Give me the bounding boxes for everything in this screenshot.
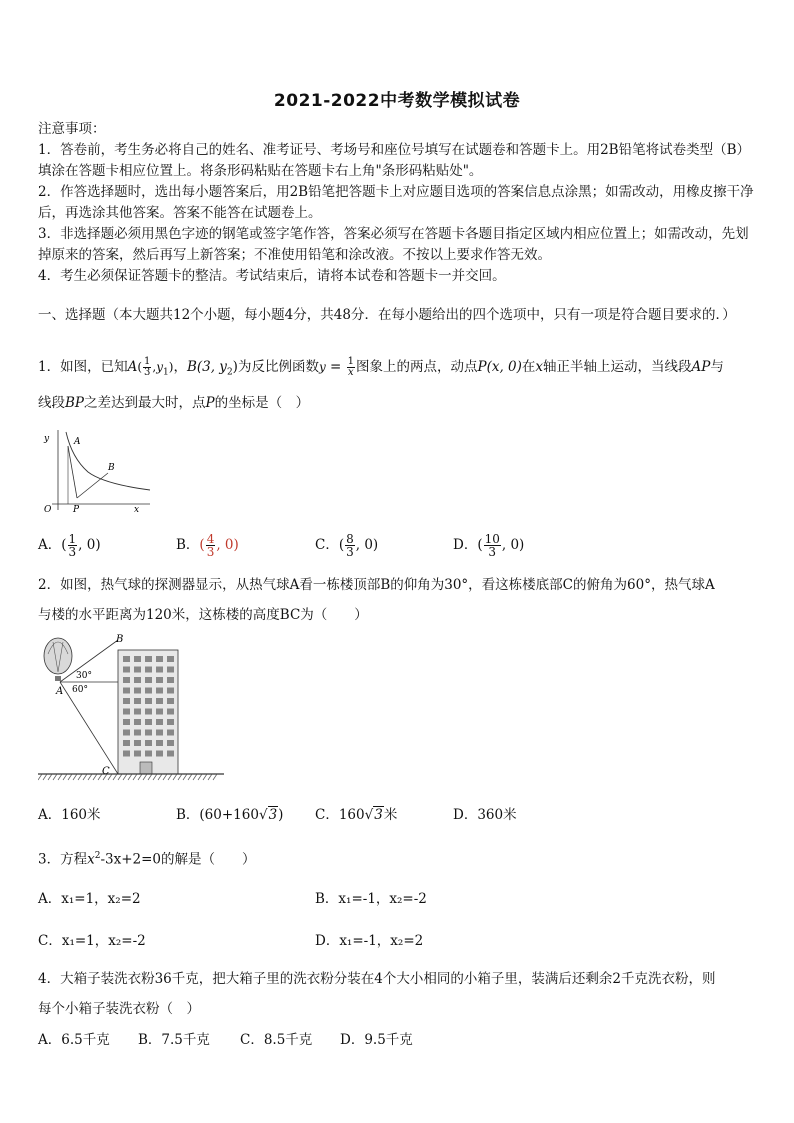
ground-hatch [183, 774, 187, 780]
option-a[interactable]: A．x₁=1，x₂=2 [38, 891, 141, 907]
ground-hatch [143, 774, 147, 780]
ground-hatch [68, 774, 72, 780]
building-window [156, 656, 163, 662]
ground-hatch [78, 774, 82, 780]
building-window [156, 751, 163, 757]
ground-hatch [178, 774, 182, 780]
q1-point-a: A [127, 359, 138, 375]
point-label-b: B [108, 463, 115, 473]
axis-label-y: y [44, 434, 50, 444]
ground-hatch [73, 774, 77, 780]
option-c[interactable]: C．8.5千克 [240, 1032, 313, 1048]
point-label-p: P [73, 505, 80, 514]
option-c[interactable]: C．x₁=1，x₂=-2 [38, 933, 146, 949]
option-d[interactable]: D．( $\frac{10}{3}$ , 0) [453, 532, 525, 559]
q2-balloon-building-figure [38, 632, 224, 784]
building-window [134, 719, 141, 725]
ground-hatch [123, 774, 127, 780]
point-label-c: C [102, 766, 110, 777]
building-window [156, 719, 163, 725]
building-window [134, 688, 141, 694]
building-window [134, 677, 141, 683]
ground-hatch [153, 774, 157, 780]
ground-hatch [163, 774, 167, 780]
ground-hatch [53, 774, 57, 780]
q1-text: )为反比例函数 [232, 359, 319, 375]
building-window [167, 740, 174, 746]
notes-heading: 注意事项： [38, 121, 106, 137]
q1-text: ， [173, 359, 187, 375]
building-window [123, 667, 130, 673]
q4-options [38, 1028, 760, 1052]
building-window [167, 698, 174, 704]
building-window [156, 688, 163, 694]
angle-label-60: 60° [72, 685, 88, 695]
q1-text: 1．如图，已知 [38, 359, 128, 375]
building-window [167, 688, 174, 694]
ground-hatch [148, 774, 152, 780]
option-a[interactable]: A．160米 [38, 807, 101, 823]
ground-hatch [43, 774, 47, 780]
building-window [123, 751, 130, 757]
ground-hatch [133, 774, 137, 780]
building-window [156, 740, 163, 746]
ground-hatch [63, 774, 67, 780]
ground-hatch [83, 774, 87, 780]
ground-hatch [168, 774, 172, 780]
building-window [134, 667, 141, 673]
ground-hatch [48, 774, 52, 780]
building-window [167, 751, 174, 757]
note-item: 4．考生必须保证答题卡的整洁。考试结束后，请将本试卷和答题卡一并交回。 [38, 268, 506, 284]
building-window [123, 677, 130, 683]
ground-hatch [88, 774, 92, 780]
building-window [156, 709, 163, 715]
q3-options-row1 [38, 887, 760, 911]
building-window [145, 709, 152, 715]
ground-hatch [93, 774, 97, 780]
option-a[interactable]: A．( $\frac{1}{3}$ , 0) [38, 532, 101, 559]
building-window [134, 709, 141, 715]
building-window [156, 677, 163, 683]
q1-options [38, 533, 760, 557]
q1-point-b: B(3, y [186, 359, 227, 375]
ground-hatch [198, 774, 202, 780]
question-1: 1．如图，已知A( $\frac{1}{3}$ $,y_1$)，B(3, $y_2$)为反比例函数y = $\frac{1}{x}$ 图象上的两点，动点P(x, 0)在x轴正半轴上运动，当线段AP与 线段BP之差达到最大时，点P的坐标是（ ） [38, 356, 724, 411]
building-window [123, 730, 130, 736]
building-window [167, 656, 174, 662]
building-window [145, 740, 152, 746]
building-window [167, 667, 174, 673]
ground-hatch [38, 774, 42, 780]
building-window [123, 740, 130, 746]
point-label-b: B [116, 634, 124, 645]
building-window [167, 719, 174, 725]
building-window [145, 730, 152, 736]
option-b[interactable]: B．( $\frac{4}{3}$ , 0) [176, 532, 239, 559]
building-window [134, 656, 141, 662]
ground-hatch [193, 774, 197, 780]
building-window [134, 730, 141, 736]
building-window [156, 667, 163, 673]
building-window [145, 719, 152, 725]
q1-graph-figure [38, 428, 154, 514]
page-title: 2021-2022中考数学模拟试卷 [273, 91, 521, 111]
ground-hatch [213, 774, 217, 780]
ground-hatch [128, 774, 132, 780]
question-4: 4．大箱子装洗衣粉36千克，把大箱子里的洗衣粉分装在4个大小相同的小箱子里，装满后还剩余2千克洗衣粉，则 每个小箱子装洗衣粉（ ） [38, 971, 716, 1017]
building-window [123, 719, 130, 725]
building-window [167, 730, 174, 736]
q1-point-p: P(x, 0) [477, 359, 522, 375]
ground-hatch [113, 774, 117, 780]
note-item: 2．作答选择题时，选出每小题答案后，用2B铅笔把答题卡上对应题目选项的答案信息点涂黑；如需改动，用橡皮擦干净后，再选涂其他答案。答案不能答在试题卷上。 [38, 184, 754, 221]
building-window [145, 677, 152, 683]
option-c[interactable]: C．( $\frac{8}{3}$ , 0) [315, 532, 379, 559]
building-window [145, 656, 152, 662]
building-window [134, 698, 141, 704]
building-window [167, 677, 174, 683]
option-b[interactable]: B．7.5千克 [138, 1032, 210, 1048]
building-window [145, 698, 152, 704]
ground-hatch [138, 774, 142, 780]
option-a[interactable]: A．6.5千克 [38, 1032, 110, 1048]
building-window [156, 730, 163, 736]
section-heading: 一、选择题（本大题共12个小题，每小题4分，共48分．在每小题给出的四个选项中，只有一项是符合题目要求的．） [38, 307, 736, 323]
building-window [167, 709, 174, 715]
q3-options-row2 [38, 929, 760, 953]
building-window [123, 709, 130, 715]
ground-hatch [173, 774, 177, 780]
note-item: 3．非选择题必须用黑色字迹的钢笔或签字笔作答，答案必须写在答题卡各题目指定区域内相应位置上；如需改动，先划掉原来的答案，然后再写上新答案；不准使用铅笔和涂改液。不按以上要求作答无效。 [38, 226, 749, 263]
option-c[interactable]: C．160√3米 [315, 807, 398, 823]
ground-hatch [208, 774, 212, 780]
origin-label: O [44, 505, 52, 514]
ground-hatch [118, 774, 122, 780]
building-window [134, 740, 141, 746]
option-d[interactable]: D．x₁=-1，x₂=2 [315, 933, 424, 949]
ground-hatch [58, 774, 62, 780]
q1-text: 图象上的两点，动点 [356, 359, 478, 375]
note-item: 1．答卷前，考生务必将自己的姓名、准考证号、考场号和座位号填写在试题卷和答题卡上。用2B铅笔将试卷类型（B）填涂在答题卡相应位置上。将条形码粘贴在答题卡右上角"条形码粘贴处"。 [38, 142, 751, 179]
option-b[interactable]: B．x₁=-1，x₂=-2 [315, 891, 427, 907]
ground-hatch [158, 774, 162, 780]
building-window [145, 667, 152, 673]
building-window [123, 688, 130, 694]
point-label-a: A [56, 686, 64, 697]
q1-text: 在 [521, 359, 536, 375]
ground-hatch [203, 774, 207, 780]
ground-hatch [188, 774, 192, 780]
question-3: 3．方程$x^2-3x+2=0$的解是（ ） [38, 851, 256, 868]
option-d[interactable]: D．9.5千克 [340, 1032, 413, 1048]
building-window [145, 688, 152, 694]
building-window [123, 656, 130, 662]
q2-options [38, 803, 760, 827]
option-b[interactable]: B．(60+160√3) [176, 807, 284, 823]
q1-text: 轴正半轴上运动，当线段 [543, 359, 692, 375]
building-window [156, 698, 163, 704]
building-window [134, 751, 141, 757]
angle-label-30: 30° [76, 671, 92, 681]
building-window [123, 698, 130, 704]
axis-label-x: x [134, 505, 140, 514]
point-label-a: A [74, 437, 81, 447]
option-d[interactable]: D．360米 [453, 807, 517, 823]
building-window [145, 751, 152, 757]
question-2: 2．如图，热气球的探测器显示，从热气球A看一栋楼顶部B的仰角为30°，看这栋楼底部C的俯角为60°，热气球A 与楼的水平距离为120米，这栋楼的高度BC为（ ） [38, 577, 715, 623]
notes-block [38, 119, 760, 287]
